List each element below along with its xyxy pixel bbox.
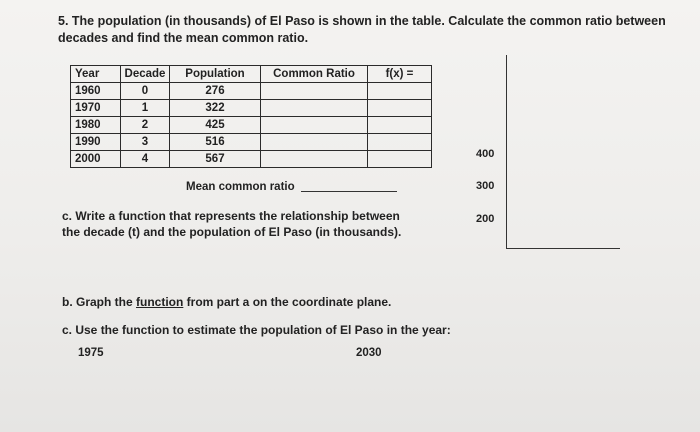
table-row [71, 117, 432, 134]
table-header-row [71, 66, 432, 83]
year-1975-label: 1975 [78, 347, 104, 359]
cell-population: 322 [170, 100, 261, 117]
cell-common-ratio[interactable] [261, 151, 368, 168]
graph-y-axis [506, 55, 507, 249]
cell-common-ratio[interactable] [261, 100, 368, 117]
cell-year: 1990 [71, 134, 121, 151]
header-fx: f(x) = [368, 66, 432, 83]
table-row [71, 151, 432, 168]
cell-common-ratio[interactable] [261, 117, 368, 134]
cell-population: 276 [170, 83, 261, 100]
cell-year: 1960 [71, 83, 121, 100]
cell-common-ratio[interactable] [261, 83, 368, 100]
mean-answer-blank[interactable] [301, 191, 397, 192]
header-year: Year [71, 66, 121, 83]
cell-fx[interactable] [368, 100, 432, 117]
cell-fx[interactable] [368, 134, 432, 151]
y-tick-label: 200 [476, 213, 495, 225]
cell-decade: 2 [121, 117, 170, 134]
cell-decade: 0 [121, 83, 170, 100]
graph-x-axis [506, 248, 620, 249]
cell-fx[interactable] [368, 151, 432, 168]
cell-decade: 1 [121, 100, 170, 117]
y-tick-label: 400 [476, 148, 495, 160]
part-c-estimate: c. Use the function to estimate the population of El Paso in the year: [62, 323, 451, 337]
part-b-suffix: from part a on the coordinate plane. [183, 295, 392, 309]
table-row [71, 134, 432, 151]
year-2030-label: 2030 [356, 347, 382, 359]
cell-fx[interactable] [368, 83, 432, 100]
header-decade: Decade [121, 66, 170, 83]
cell-year: 1970 [71, 100, 121, 117]
y-tick-label: 300 [476, 180, 495, 192]
cell-year: 2000 [71, 151, 121, 168]
cell-decade: 3 [121, 134, 170, 151]
cell-decade: 4 [121, 151, 170, 168]
mean-common-ratio-label: Mean common ratio [186, 181, 295, 193]
part-b-prefix: b. Graph the [62, 295, 137, 309]
table-row [71, 100, 432, 117]
cell-year: 1980 [71, 117, 121, 134]
part-b-graph [62, 294, 391, 310]
cell-population: 567 [170, 151, 261, 168]
header-population: Population [170, 66, 261, 83]
cell-common-ratio[interactable] [261, 134, 368, 151]
population-table [70, 65, 432, 168]
question-5-text: 5. The population (in thousands) of El Paso is shown in the table. Calculate the common ratio between decades and find the mean common ratio. [58, 14, 666, 45]
header-common-ratio: Common Ratio [261, 66, 368, 83]
cell-population: 425 [170, 117, 261, 134]
table-row [71, 83, 432, 100]
part-c-write-function: c. Write a function that represents the relationship between the decade (t) and the population of El Paso (in thousands). [62, 209, 402, 239]
function-link[interactable]: function [136, 295, 184, 309]
mean-common-ratio [186, 181, 397, 193]
cell-population: 516 [170, 134, 261, 151]
cell-fx[interactable] [368, 117, 432, 134]
